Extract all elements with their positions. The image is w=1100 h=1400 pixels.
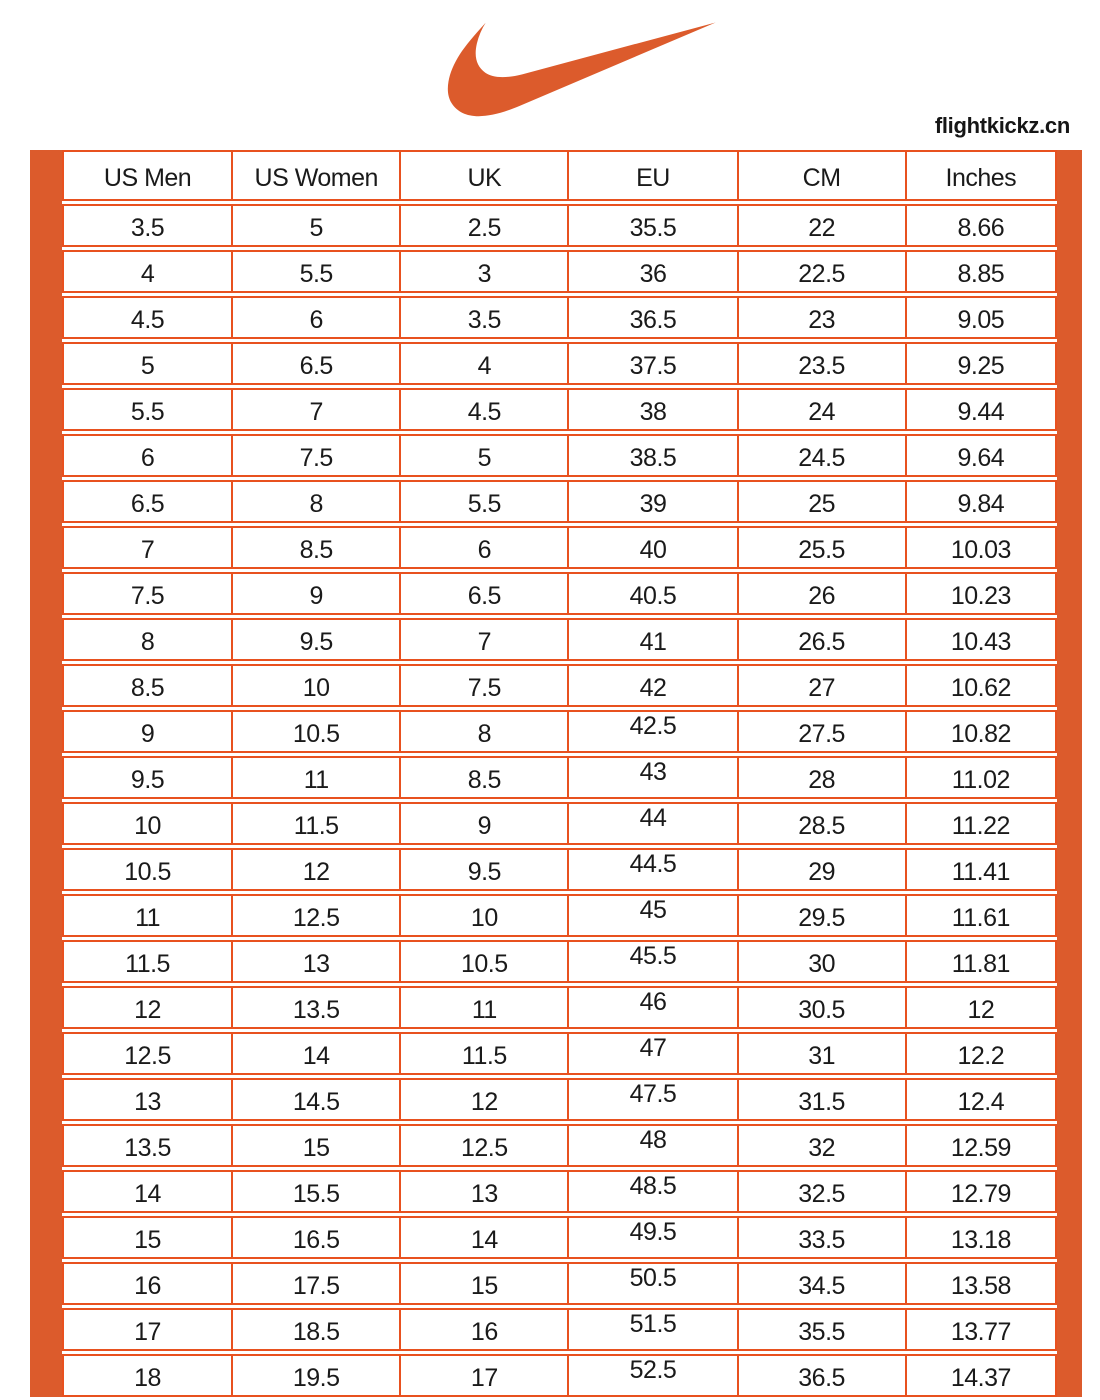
column-header: UK [401,150,569,201]
size-cell: 8.5 [401,756,569,799]
size-cell: 10.5 [233,710,401,753]
table-row [62,940,1057,983]
size-cell: 39 [569,480,738,523]
size-cell: 5 [62,342,233,385]
size-cell: 8.66 [907,204,1057,247]
size-cell: 12.5 [62,1032,233,1075]
size-cell: 41 [569,618,738,661]
table-row [62,1078,1057,1121]
size-cell: 13 [233,940,401,983]
size-cell: 9.5 [233,618,401,661]
size-cell: 9.5 [62,756,233,799]
size-cell: 11.02 [907,756,1057,799]
size-cell: 5 [401,434,569,477]
size-cell: 47 [569,1032,738,1075]
size-cell: 43 [569,756,738,799]
size-cell: 16 [62,1262,233,1305]
size-cell: 42.5 [569,710,738,753]
table-row [62,618,1057,661]
size-cell: 10.43 [907,618,1057,661]
size-cell: 12 [401,1078,569,1121]
size-cell: 9.5 [401,848,569,891]
size-cell: 32.5 [739,1170,907,1213]
size-cell: 8.85 [907,250,1057,293]
size-cell: 12 [907,986,1057,1029]
size-cell: 11.41 [907,848,1057,891]
size-cell: 10.62 [907,664,1057,707]
size-cell: 17.5 [233,1262,401,1305]
size-cell: 36 [569,250,738,293]
size-cell: 12.79 [907,1170,1057,1213]
size-cell: 17 [401,1354,569,1397]
size-cell: 3.5 [62,204,233,247]
size-cell: 5.5 [401,480,569,523]
size-cell: 6 [62,434,233,477]
size-conversion-chart [30,150,1082,1397]
table-row [62,986,1057,1029]
size-cell: 13.5 [62,1124,233,1167]
size-cell: 13 [401,1170,569,1213]
size-cell: 11.5 [401,1032,569,1075]
size-cell: 13.18 [907,1216,1057,1259]
size-cell: 34.5 [739,1262,907,1305]
table-row [62,802,1057,845]
table-row [62,664,1057,707]
left-accent-bar [30,150,62,1397]
size-cell: 6 [401,526,569,569]
size-cell: 42 [569,664,738,707]
size-cell: 11.61 [907,894,1057,937]
size-cell: 5 [233,204,401,247]
size-cell: 37.5 [569,342,738,385]
column-header: Inches [907,150,1057,201]
size-cell: 35.5 [569,204,738,247]
table-row [62,388,1057,431]
size-cell: 11.81 [907,940,1057,983]
size-cell: 27 [739,664,907,707]
size-cell: 24.5 [739,434,907,477]
size-cell: 13.58 [907,1262,1057,1305]
size-cell: 26.5 [739,618,907,661]
size-cell: 29.5 [739,894,907,937]
size-cell: 12.2 [907,1032,1057,1075]
table-row [62,710,1057,753]
size-cell: 10 [233,664,401,707]
size-cell: 7.5 [401,664,569,707]
size-cell: 50.5 [569,1262,738,1305]
size-cell: 4.5 [62,296,233,339]
size-cell: 10 [62,802,233,845]
size-cell: 17 [62,1308,233,1351]
size-cell: 36.5 [739,1354,907,1397]
size-cell: 10.03 [907,526,1057,569]
size-cell: 48.5 [569,1170,738,1213]
size-cell: 40 [569,526,738,569]
size-cell: 4 [62,250,233,293]
size-cell: 10 [401,894,569,937]
size-cell: 51.5 [569,1308,738,1351]
size-cell: 35.5 [739,1308,907,1351]
size-cell: 36.5 [569,296,738,339]
size-cell: 32 [739,1124,907,1167]
right-accent-bar [1057,150,1082,1397]
size-cell: 5.5 [62,388,233,431]
size-cell: 23.5 [739,342,907,385]
size-cell: 33.5 [739,1216,907,1259]
size-cell: 26 [739,572,907,615]
table-row [62,756,1057,799]
size-cell: 10.82 [907,710,1057,753]
size-cell: 7.5 [233,434,401,477]
size-cell: 9 [401,802,569,845]
size-cell: 12 [62,986,233,1029]
size-table [62,147,1057,1400]
size-cell: 15.5 [233,1170,401,1213]
size-cell: 48 [569,1124,738,1167]
table-row [62,1262,1057,1305]
size-cell: 9.05 [907,296,1057,339]
size-cell: 11.22 [907,802,1057,845]
table-row [62,1354,1057,1397]
size-cell: 11.5 [62,940,233,983]
size-cell: 11 [401,986,569,1029]
size-cell: 22 [739,204,907,247]
size-cell: 18 [62,1354,233,1397]
size-cell: 28 [739,756,907,799]
size-cell: 18.5 [233,1308,401,1351]
size-cell: 13 [62,1078,233,1121]
size-cell: 3 [401,250,569,293]
size-cell: 52.5 [569,1354,738,1397]
size-cell: 10.23 [907,572,1057,615]
size-cell: 28.5 [739,802,907,845]
table-row [62,434,1057,477]
size-cell: 8 [401,710,569,753]
table-row [62,1216,1057,1259]
table-row [62,1032,1057,1075]
size-cell: 13.5 [233,986,401,1029]
column-header: CM [739,150,907,201]
size-cell: 45.5 [569,940,738,983]
size-cell: 25.5 [739,526,907,569]
nike-swoosh-icon [448,18,716,124]
size-cell: 8.5 [62,664,233,707]
size-cell: 5.5 [233,250,401,293]
size-cell: 47.5 [569,1078,738,1121]
table-row [62,250,1057,293]
size-cell: 7.5 [62,572,233,615]
table-row [62,296,1057,339]
size-cell: 6.5 [401,572,569,615]
size-cell: 12.59 [907,1124,1057,1167]
size-cell: 2.5 [401,204,569,247]
size-cell: 6.5 [233,342,401,385]
header-row [62,150,1057,201]
table-row [62,526,1057,569]
size-cell: 30.5 [739,986,907,1029]
size-cell: 3.5 [401,296,569,339]
size-cell: 9.44 [907,388,1057,431]
size-cell: 8 [233,480,401,523]
size-cell: 6.5 [62,480,233,523]
size-cell: 6 [233,296,401,339]
size-cell: 10.5 [401,940,569,983]
size-cell: 11 [62,894,233,937]
size-cell: 9 [62,710,233,753]
size-cell: 7 [401,618,569,661]
size-cell: 15 [233,1124,401,1167]
size-cell: 11.5 [233,802,401,845]
size-cell: 9.64 [907,434,1057,477]
size-cell: 40.5 [569,572,738,615]
size-cell: 4.5 [401,388,569,431]
size-cell: 9 [233,572,401,615]
size-cell: 7 [62,526,233,569]
table-row [62,480,1057,523]
size-cell: 13.77 [907,1308,1057,1351]
size-cell: 16 [401,1308,569,1351]
size-cell: 8.5 [233,526,401,569]
size-cell: 15 [401,1262,569,1305]
size-cell: 12.4 [907,1078,1057,1121]
size-cell: 45 [569,894,738,937]
size-cell: 22.5 [739,250,907,293]
table-body [62,204,1057,1397]
size-cell: 12.5 [401,1124,569,1167]
size-cell: 38 [569,388,738,431]
size-cell: 19.5 [233,1354,401,1397]
size-cell: 25 [739,480,907,523]
table-row [62,894,1057,937]
size-cell: 12.5 [233,894,401,937]
size-cell: 14 [233,1032,401,1075]
size-cell: 24 [739,388,907,431]
size-cell: 31.5 [739,1078,907,1121]
size-cell: 30 [739,940,907,983]
size-cell: 31 [739,1032,907,1075]
size-cell: 14.5 [233,1078,401,1121]
size-cell: 8 [62,618,233,661]
size-cell: 44.5 [569,848,738,891]
column-header: US Men [62,150,233,201]
table-row [62,1308,1057,1351]
size-cell: 46 [569,986,738,1029]
size-cell: 23 [739,296,907,339]
size-cell: 27.5 [739,710,907,753]
size-cell: 29 [739,848,907,891]
size-cell: 10.5 [62,848,233,891]
table-row [62,204,1057,247]
watermark-text: flightkickz.cn [934,113,1070,138]
size-cell: 9.84 [907,480,1057,523]
size-cell: 7 [233,388,401,431]
size-cell: 14 [401,1216,569,1259]
table-row [62,848,1057,891]
table-row [62,342,1057,385]
size-cell: 14 [62,1170,233,1213]
table-row [62,1170,1057,1213]
size-cell: 44 [569,802,738,845]
size-cell: 38.5 [569,434,738,477]
column-header: US Women [233,150,401,201]
size-cell: 14.37 [907,1354,1057,1397]
size-cell: 16.5 [233,1216,401,1259]
size-cell: 4 [401,342,569,385]
size-cell: 49.5 [569,1216,738,1259]
table-row [62,572,1057,615]
size-cell: 11 [233,756,401,799]
size-cell: 9.25 [907,342,1057,385]
size-cell: 15 [62,1216,233,1259]
column-header: EU [569,150,738,201]
table-row [62,1124,1057,1167]
size-cell: 12 [233,848,401,891]
